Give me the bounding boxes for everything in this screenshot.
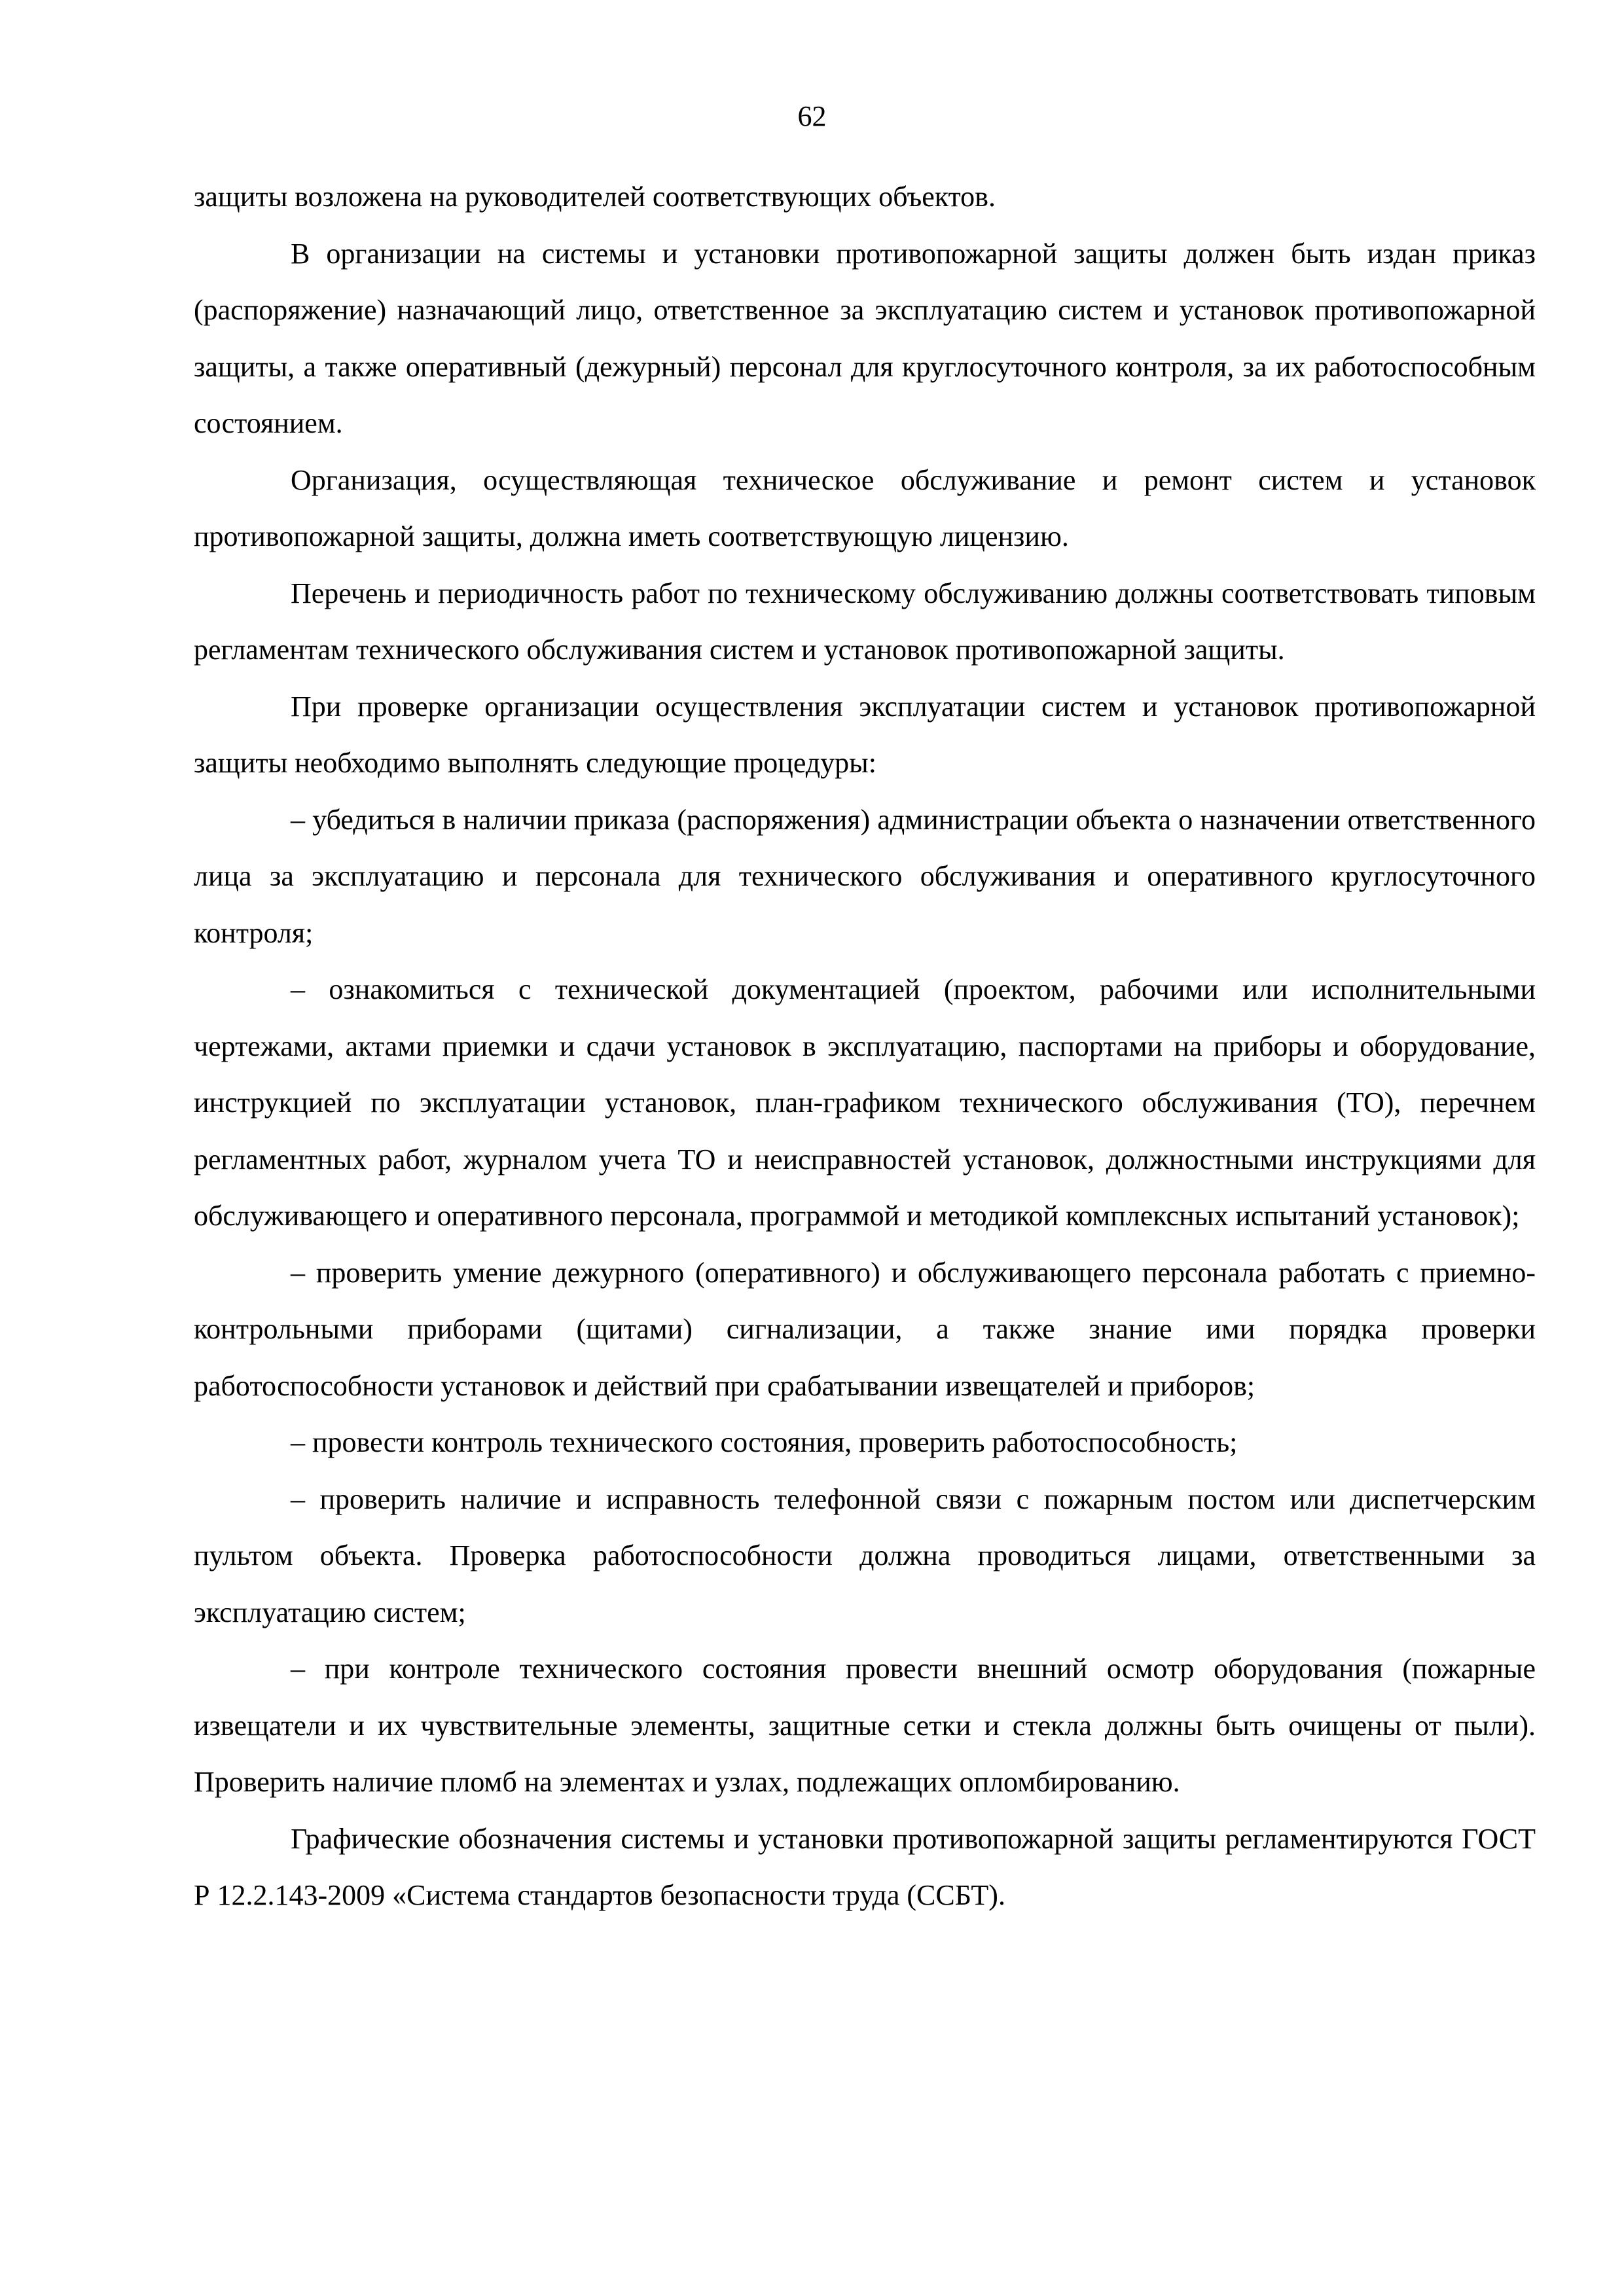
list-item-phone-link: – проверить наличие и исправность телефонной связи с пожарным постом или диспетчерским пультом объекта. Проверка работоспособности должна проводиться лицами, ответственными за эксплуатацию систем; [194,1482,1536,1628]
paragraph-maintenance-list: Перечень и периодичность работ по техническому обслуживанию должны соответствовать типовым регламентам технического обслуживания систем и установок противопожарной защиты. [194,577,1536,666]
list-item-visual-inspection: – при контроле технического состояния провести внешний осмотр оборудования (пожарные извещатели и их чувствительные элементы, защитные сетки и стекла должны быть очищены от пыли). Проверить наличие пломб на элементах и узлах, подлежащих опломбированию. [194,1653,1536,1798]
paragraph-graphic-symbols: Графические обозначения системы и установки противопожарной защиты регламентируются ГОСТ Р 12.2.143-2009 «Система стандартов безопасности труда (ССБТ). [194,1822,1536,1911]
paragraph-order-requirement: В организации на системы и установки противопожарной защиты должен быть издан приказ (распоряжение) назначающий лицо, ответственное за эксплуатацию систем и установок противопожарной защиты, а также оперативный (дежурный) персонал для круглосуточного контроля, за их работоспособным состоянием. [194,237,1536,439]
paragraph-inspection-procedures: При проверке организации осуществления эксплуатации систем и установок противопожарной защиты необходимо выполнять следующие процедуры: [194,690,1536,779]
paragraph-continuation: защиты возложена на руководителей соответствующих объектов. [194,181,996,213]
page-number: 62 [797,100,827,132]
paragraph-license: Организация, осуществляющая техническое обслуживание и ремонт систем и установок противопожарной защиты, должна иметь соответствующую лицензию. [194,463,1536,552]
list-item-order-check: – убедиться в наличии приказа (распоряжения) администрации объекта о назначении ответственного лица за эксплуатацию и персонала для технического обслуживания и оперативного круглосуточного контроля; [194,803,1536,949]
list-item-documentation: – ознакомиться с технической документацией (проектом, рабочими или исполнительными чертежами, актами приемки и сдачи установок в эксплуатацию, паспортами на приборы и оборудование, инструкцией по эксплуатации установок, план-графиком технического обслуживания (ТО), перечнем регламентных работ, журналом учета ТО и неисправностей установок, должностными инструкциями для обслуживающего и оперативного персонала, программой и методикой комплексных испытаний установок); [194,973,1536,1232]
list-item-technical-control: – провести контроль технического состояния, проверить работоспособность; [291,1426,1238,1458]
document-body [194,169,1536,1924]
list-item-staff-skills: – проверить умение дежурного (оперативного) и обслуживающего персонала работать с приемно-контрольными приборами (щитами) сигнализации, а также знание ими порядка проверки работоспособности установок и действий при срабатывании извещателей и приборов; [194,1256,1536,1402]
